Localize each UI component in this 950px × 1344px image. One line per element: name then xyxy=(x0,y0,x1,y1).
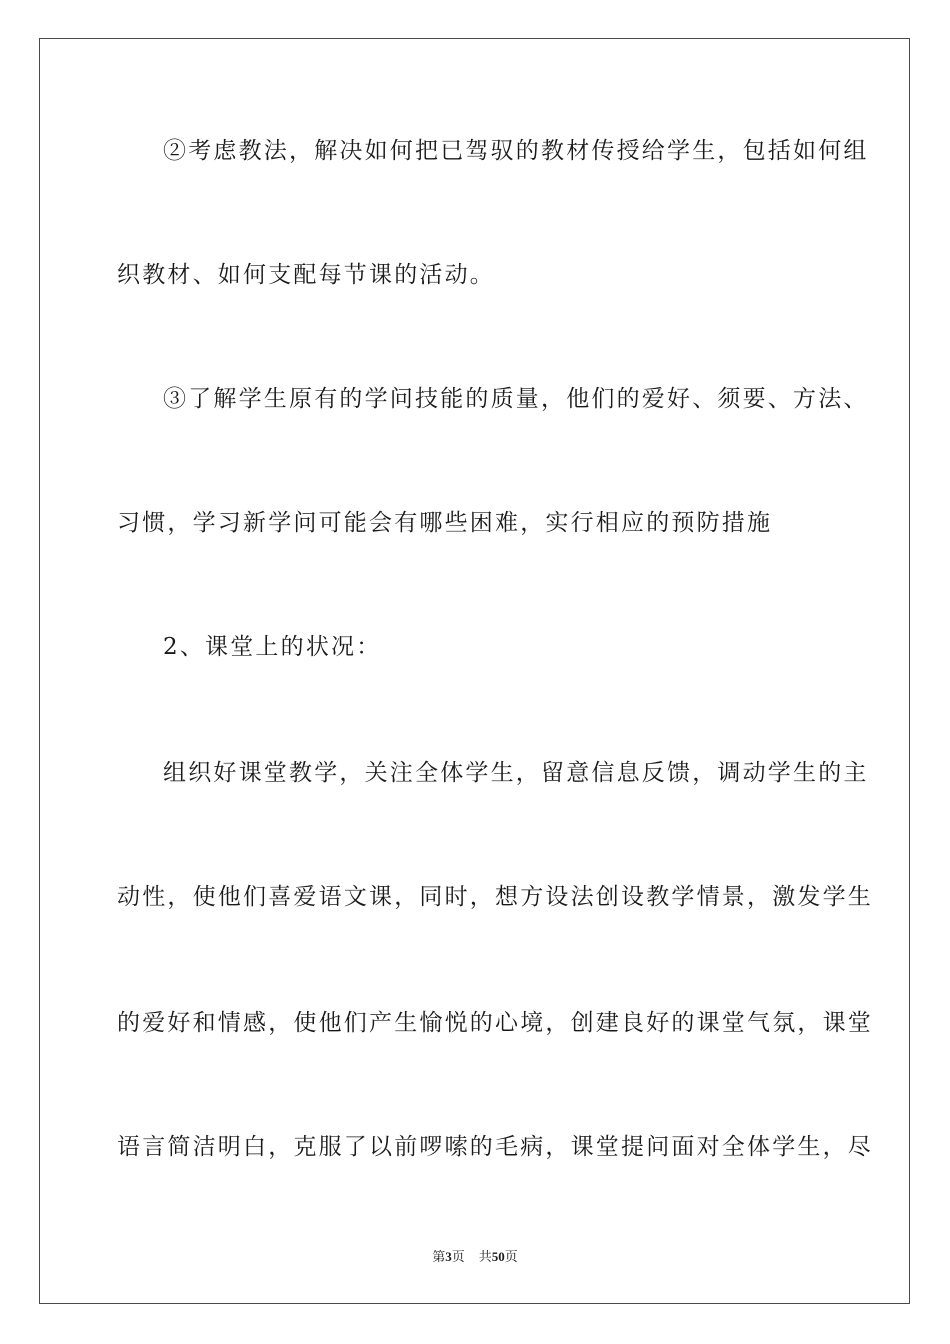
text-line-3: ③了解学生原有的学问技能的质量，他们的爱好、须要、方法、 xyxy=(163,386,869,412)
text-line-7: 动性，使他们喜爱语文课，同时，想方设法创设教学情景，激发学生 xyxy=(117,884,873,910)
total-prefix: 共 xyxy=(478,1250,492,1265)
text-line-6: 组织好课堂教学，关注全体学生，留意信息反馈，调动学生的主 xyxy=(163,760,869,786)
page-border xyxy=(39,38,910,1304)
page-prefix: 第 xyxy=(432,1250,446,1265)
page-number: 3 xyxy=(445,1249,452,1264)
text-line-2: 织教材、如何支配每节课的活动。 xyxy=(117,262,495,288)
section-heading: 2、课堂上的状况： xyxy=(163,634,382,660)
text-line-8: 的爱好和情感，使他们产生愉悦的心境，创建良好的课堂气氛，课堂 xyxy=(117,1010,873,1036)
text-line-9: 语言简洁明白，克服了以前啰嗦的毛病，课堂提问面对全体学生，尽 xyxy=(117,1134,873,1160)
page-footer xyxy=(0,1248,950,1267)
text-line-1: ②考虑教法，解决如何把已驾驭的教材传授给学生，包括如何组 xyxy=(163,138,869,164)
total-suffix: 页 xyxy=(504,1250,518,1265)
page-suffix: 页 xyxy=(451,1250,465,1265)
total-pages: 50 xyxy=(491,1249,505,1264)
text-line-4: 习惯，学习新学问可能会有哪些困难，实行相应的预防措施 xyxy=(117,510,773,536)
